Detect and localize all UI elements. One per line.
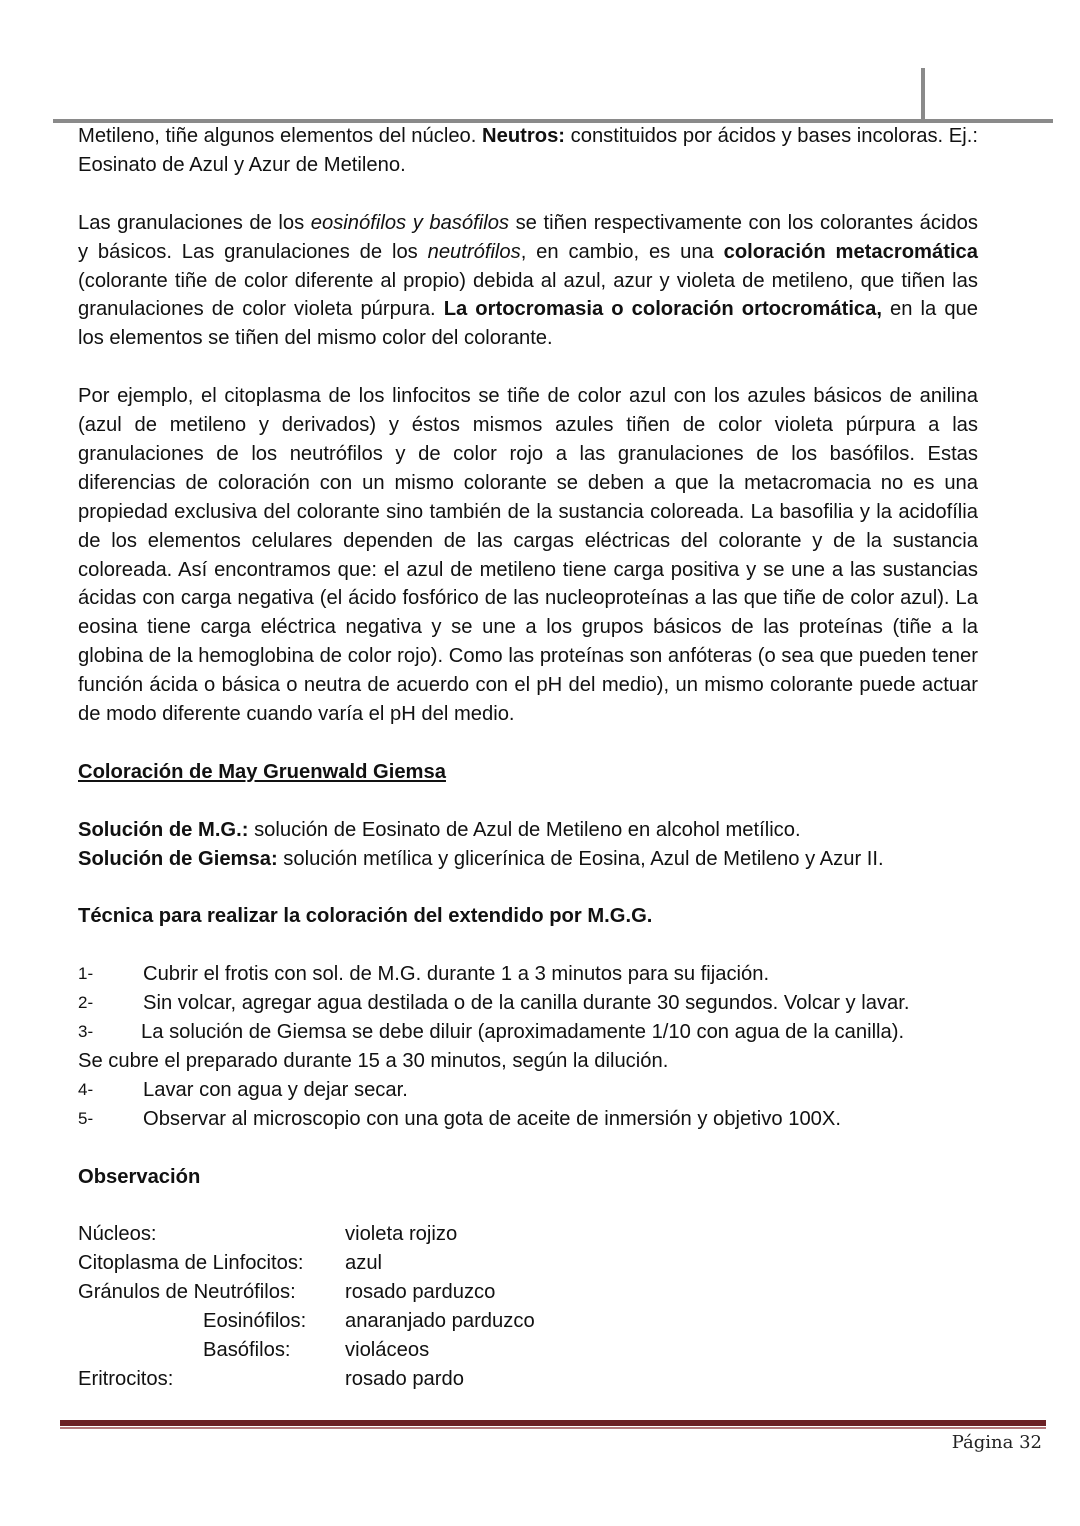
solution-label: Solución de Giemsa: <box>78 847 278 870</box>
solution-text: solución metílica y glicerínica de Eosina, Azul de Metileno y Azur II. <box>277 847 884 870</box>
text-run: se tiñen respectivamente con los colorantes ácidos y básicos. Las granulaciones de los <box>78 211 978 263</box>
observation-label: Citoplasma de Linfocitos: <box>78 1252 304 1275</box>
header-divider-tick <box>921 68 925 122</box>
solution-text: solución de Eosinato de Azul de Metileno en alcohol metílico. <box>248 818 801 841</box>
step-item <box>78 1018 978 1047</box>
observation-table <box>78 1220 978 1393</box>
solution-giemsa <box>78 845 978 874</box>
step-number: 2- <box>78 993 94 1013</box>
term-eosinofilos-basofilos: eosinófilos y basófilos <box>310 211 510 234</box>
step-number: 3- <box>78 1022 94 1041</box>
paragraph-ejemplo: Por ejemplo, el citoplasma de los linfocitos se tiñe de color azul con los azules básicos de anilina (azul de metileno y derivados) y éstos mismos azules tiñen de color violeta púrpura a las granulaciones de los neutrófilos y de color rojo a las granulaciones de los basófilos. Estas diferencias de coloración con un mismo colorante se deben a que la metacromacia no es una propiedad exclusiva del colorante sino también de la sustancia coloreada. La basofilia y la acidofília de los elementos celulares dependen de las cargas eléctricas del colorante y de la sustancia coloreada. Así encontramos que: el azul de metileno tiene carga positiva y se une a las sustancias ácidas con carga negativa (el ácido fosfórico de las nucleoproteínas a las que tiñe de color azul). La eosina tiene carga eléctrica negativa y se une a los grupos básicos de las proteínas (tiñe a la globina de la hemoglobina de color rojo). Como las proteínas son anfóteras (o sea que pueden tener función ácida o básica o neutra de acuerdo con el pH del medio), un mismo colorante puede actuar de modo diferente cuando varía el pH del medio. <box>78 385 978 726</box>
text-run: (colorante tiñe de color diferente al propio) debida al azul, azur y violeta de metileno, que tiñen las granulaciones de color violeta púrpura. <box>78 269 978 321</box>
technique-title: Técnica para realizar la coloración del extendido por M.G.G. <box>78 905 653 928</box>
step-item <box>78 960 978 989</box>
text-run: en la que los elementos se tiñen del mismo color del colorante. <box>78 298 978 350</box>
observation-row <box>78 1365 978 1394</box>
observation-value: rosado pardo <box>345 1367 464 1390</box>
observation-label: Eosinófilos: <box>203 1310 307 1333</box>
observation-value: violáceos <box>345 1338 430 1361</box>
term-ortocromasia: La ortocromasia o coloración ortocromática, <box>443 298 882 321</box>
observation-row <box>78 1336 978 1365</box>
observation-label: Núcleos: <box>78 1223 157 1246</box>
observation-value: azul <box>345 1252 383 1275</box>
solution-label: Solución de M.G.: <box>78 818 249 841</box>
observation-label: Eritrocitos: <box>78 1367 174 1390</box>
step-number: 5- <box>78 1108 94 1128</box>
text-run: Metileno, tiñe algunos elementos del núcleo. <box>78 125 483 147</box>
step-text: Sin volcar, agregar agua destilada o de la canilla durante 30 segundos. Volcar y lavar. <box>143 992 910 1015</box>
step-text: La solución de Giemsa se debe diluir (aproximadamente 1/10 con agua de la canilla). <box>141 1021 905 1043</box>
term-metacromatica: coloración metacromática <box>723 240 979 263</box>
steps-list <box>78 960 978 1133</box>
step-number: 4- <box>78 1079 94 1099</box>
observation-label: Gránulos de Neutrófilos: <box>78 1281 296 1304</box>
observation-value: anaranjado parduzco <box>345 1310 535 1333</box>
observation-row <box>78 1220 978 1249</box>
footer-rule-accent <box>60 1427 1046 1429</box>
text-run: , en cambio, es una <box>520 240 724 263</box>
observation-row <box>78 1278 978 1307</box>
solution-mg <box>78 816 978 845</box>
step-item <box>78 989 978 1018</box>
observation-title: Observación <box>78 1165 201 1188</box>
paragraph-granulaciones <box>78 209 978 354</box>
step-text: Cubrir el frotis con sol. de M.G. durante 1 a 3 minutos para su fijación. <box>143 963 770 986</box>
text-run: constituidos por ácidos y bases incoloras. Ej.: Eosinato de Azul y Azur de Metileno. <box>78 125 978 176</box>
section-title: Coloración de May Gruenwald Giemsa <box>78 760 446 783</box>
step-continuation: Se cubre el preparado durante 15 a 30 minutos, según la dilución. <box>78 1049 669 1072</box>
observation-label: Basófilos: <box>203 1338 291 1361</box>
step-text: Lavar con agua y dejar secar. <box>143 1078 408 1101</box>
intro-paragraph <box>78 122 978 180</box>
observation-row <box>78 1249 978 1278</box>
step-item <box>78 1105 978 1134</box>
footer-rule <box>60 1420 1046 1426</box>
term-neutrofilos: neutrófilos <box>427 240 521 263</box>
page-body <box>78 122 978 1394</box>
observation-value: rosado parduzco <box>345 1281 496 1304</box>
page-number: Página 32 <box>951 1432 1042 1453</box>
solutions-block <box>78 816 978 874</box>
text-run: Las granulaciones de los <box>78 211 311 234</box>
observation-value: violeta rojizo <box>345 1223 458 1246</box>
step-text: Observar al microscopio con una gota de aceite de inmersión y objetivo 100X. <box>143 1107 841 1130</box>
step-item <box>78 1076 978 1105</box>
observation-row <box>78 1307 978 1336</box>
term-neutros: Neutros: <box>482 125 566 147</box>
step-number: 1- <box>78 964 94 984</box>
